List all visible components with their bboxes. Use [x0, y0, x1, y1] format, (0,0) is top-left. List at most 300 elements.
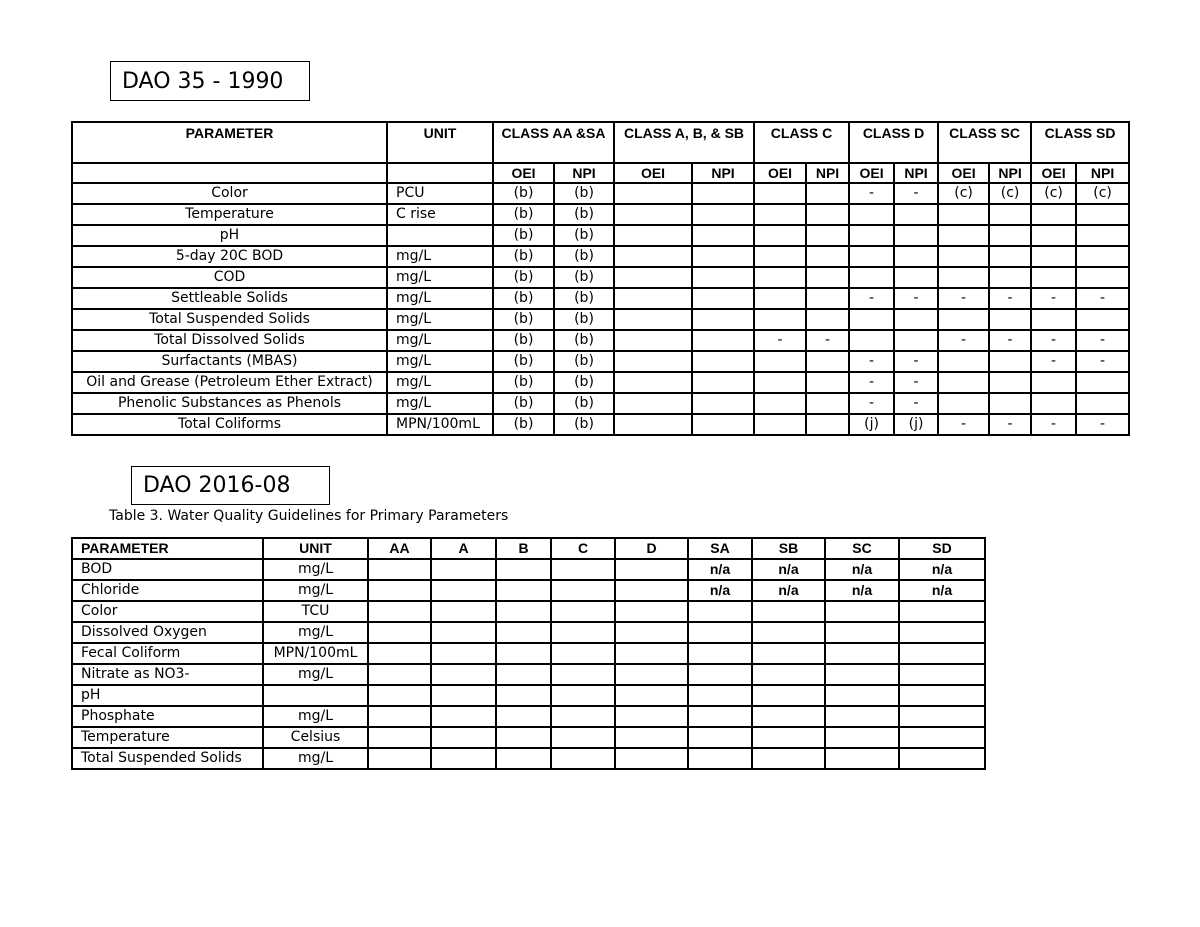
value-cell [752, 643, 825, 664]
value-cell [754, 309, 806, 330]
value-cell: - [1076, 351, 1129, 372]
value-cell [688, 706, 752, 727]
value-cell [806, 351, 849, 372]
col-header-class: CLASS SC [938, 122, 1031, 163]
value-cell: (b) [493, 183, 554, 204]
parameter-cell: Total Suspended Solids [72, 748, 263, 769]
value-cell [754, 288, 806, 309]
value-cell: (b) [493, 267, 554, 288]
subheader-oei: OEI [938, 163, 989, 183]
value-cell [431, 664, 496, 685]
value-cell [806, 246, 849, 267]
value-cell: (b) [554, 393, 614, 414]
unit-cell: mg/L [263, 580, 368, 601]
value-cell [849, 267, 894, 288]
table-row [72, 330, 1129, 351]
value-cell [431, 748, 496, 769]
value-cell [431, 601, 496, 622]
value-cell [614, 183, 692, 204]
value-cell [899, 643, 985, 664]
section2-title: DAO 2016-08 [131, 466, 330, 505]
table-caption: Table 3. Water Quality Guidelines for Primary Parameters [109, 508, 509, 524]
unit-cell: mg/L [387, 288, 493, 309]
col-header-class: CLASS SD [1031, 122, 1129, 163]
value-cell: - [894, 393, 938, 414]
parameter-cell: Temperature [72, 204, 387, 225]
value-cell: (b) [554, 225, 614, 246]
value-cell [806, 393, 849, 414]
value-cell: (b) [554, 372, 614, 393]
parameter-cell: Oil and Grease (Petroleum Ether Extract) [72, 372, 387, 393]
value-cell [754, 372, 806, 393]
value-cell [692, 225, 754, 246]
value-cell: - [849, 288, 894, 309]
value-cell [806, 267, 849, 288]
value-cell [615, 685, 688, 706]
subheader-npi: NPI [989, 163, 1031, 183]
value-cell [1076, 204, 1129, 225]
table-row [72, 685, 985, 706]
parameter-cell: pH [72, 685, 263, 706]
value-cell: - [894, 351, 938, 372]
value-cell: (b) [554, 204, 614, 225]
value-cell: (b) [554, 288, 614, 309]
unit-cell: C rise [387, 204, 493, 225]
value-cell: (b) [554, 183, 614, 204]
value-cell [551, 601, 615, 622]
value-cell: - [894, 183, 938, 204]
value-cell [752, 601, 825, 622]
col-header-class: SA [688, 538, 752, 559]
table1-header-row [72, 122, 1129, 163]
value-cell [1031, 225, 1076, 246]
value-cell [899, 706, 985, 727]
unit-cell: mg/L [263, 559, 368, 580]
value-cell [368, 643, 431, 664]
subheader-oei: OEI [493, 163, 554, 183]
col-header-class: CLASS C [754, 122, 849, 163]
value-cell: (b) [554, 309, 614, 330]
value-cell [688, 601, 752, 622]
value-cell [825, 601, 899, 622]
value-cell [692, 351, 754, 372]
value-cell [692, 372, 754, 393]
value-cell [688, 664, 752, 685]
subheader-npi: NPI [806, 163, 849, 183]
col-header-class: D [615, 538, 688, 559]
col-header-class: C [551, 538, 615, 559]
value-cell [806, 204, 849, 225]
unit-cell: mg/L [263, 664, 368, 685]
value-cell [938, 393, 989, 414]
value-cell [752, 706, 825, 727]
value-cell [989, 393, 1031, 414]
parameter-cell: Total Suspended Solids [72, 309, 387, 330]
value-cell [614, 204, 692, 225]
value-cell [551, 622, 615, 643]
value-cell [692, 309, 754, 330]
value-cell [938, 267, 989, 288]
section1-title: DAO 35 - 1990 [110, 61, 310, 101]
parameter-cell: COD [72, 267, 387, 288]
value-cell [615, 706, 688, 727]
value-cell [688, 622, 752, 643]
subheader-oei: OEI [849, 163, 894, 183]
table-row [72, 622, 985, 643]
col-header-class: CLASS AA &SA [493, 122, 614, 163]
table-row [72, 351, 1129, 372]
value-cell: (b) [493, 351, 554, 372]
value-cell: (j) [849, 414, 894, 435]
parameter-cell: Temperature [72, 727, 263, 748]
value-cell [1076, 309, 1129, 330]
value-cell [849, 330, 894, 351]
value-cell: (b) [554, 414, 614, 435]
table-row [72, 664, 985, 685]
value-cell [368, 685, 431, 706]
parameter-cell: Chloride [72, 580, 263, 601]
value-cell [754, 414, 806, 435]
value-cell [754, 351, 806, 372]
value-cell [806, 225, 849, 246]
value-cell [849, 225, 894, 246]
table-row [72, 748, 985, 769]
parameter-cell: 5-day 20C BOD [72, 246, 387, 267]
value-cell [496, 727, 551, 748]
value-cell: - [894, 372, 938, 393]
value-cell [431, 685, 496, 706]
value-cell [431, 580, 496, 601]
unit-cell: mg/L [387, 246, 493, 267]
value-cell [938, 372, 989, 393]
parameter-cell: Color [72, 183, 387, 204]
value-cell [1076, 393, 1129, 414]
value-cell [692, 183, 754, 204]
value-cell: (b) [554, 330, 614, 351]
value-cell [825, 622, 899, 643]
value-cell [431, 643, 496, 664]
value-cell [614, 225, 692, 246]
value-cell: - [989, 288, 1031, 309]
table-row [72, 267, 1129, 288]
value-cell: - [938, 330, 989, 351]
value-cell: (b) [554, 351, 614, 372]
value-cell [615, 601, 688, 622]
parameter-cell: Total Dissolved Solids [72, 330, 387, 351]
value-cell [368, 664, 431, 685]
value-cell [938, 204, 989, 225]
value-cell: - [754, 330, 806, 351]
unit-cell: MPN/100mL [387, 414, 493, 435]
value-cell [806, 414, 849, 435]
value-cell [754, 246, 806, 267]
value-cell [899, 685, 985, 706]
value-cell [825, 664, 899, 685]
value-cell [894, 267, 938, 288]
value-cell [614, 267, 692, 288]
value-cell [551, 685, 615, 706]
col-header-class: SB [752, 538, 825, 559]
value-cell: - [1076, 330, 1129, 351]
value-cell [615, 727, 688, 748]
value-cell: (c) [938, 183, 989, 204]
value-cell: (b) [493, 225, 554, 246]
value-cell [368, 706, 431, 727]
value-cell [614, 246, 692, 267]
value-cell: - [1031, 330, 1076, 351]
unit-cell: mg/L [387, 330, 493, 351]
value-cell [551, 748, 615, 769]
col-header-class: SC [825, 538, 899, 559]
value-cell [989, 204, 1031, 225]
value-cell [431, 559, 496, 580]
value-cell [615, 622, 688, 643]
value-cell [1031, 309, 1076, 330]
value-cell [754, 204, 806, 225]
value-cell [806, 309, 849, 330]
value-cell [551, 706, 615, 727]
value-cell: n/a [899, 559, 985, 580]
subheader-blank [72, 163, 387, 183]
value-cell [989, 267, 1031, 288]
table-row [72, 706, 985, 727]
parameter-cell: Color [72, 601, 263, 622]
col-header-class: SD [899, 538, 985, 559]
unit-cell: mg/L [387, 267, 493, 288]
unit-cell: mg/L [387, 351, 493, 372]
value-cell [615, 748, 688, 769]
unit-cell: mg/L [387, 372, 493, 393]
value-cell [752, 685, 825, 706]
value-cell: (b) [493, 330, 554, 351]
table-row [72, 643, 985, 664]
value-cell [692, 393, 754, 414]
value-cell [551, 643, 615, 664]
value-cell [894, 225, 938, 246]
value-cell [938, 246, 989, 267]
col-header-class: A [431, 538, 496, 559]
value-cell [825, 706, 899, 727]
dao-35-1990-table [71, 121, 1130, 436]
unit-cell [263, 685, 368, 706]
value-cell [368, 748, 431, 769]
value-cell: (b) [493, 309, 554, 330]
value-cell [849, 204, 894, 225]
unit-cell: mg/L [263, 706, 368, 727]
col-header-parameter: PARAMETER [72, 538, 263, 559]
value-cell: - [1076, 288, 1129, 309]
value-cell: (b) [493, 288, 554, 309]
value-cell [825, 643, 899, 664]
value-cell [496, 664, 551, 685]
table-row [72, 225, 1129, 246]
value-cell [496, 559, 551, 580]
value-cell: n/a [752, 559, 825, 580]
value-cell [899, 748, 985, 769]
table-row [72, 183, 1129, 204]
value-cell: - [894, 288, 938, 309]
value-cell: (c) [989, 183, 1031, 204]
unit-cell: PCU [387, 183, 493, 204]
col-header-parameter: PARAMETER [72, 122, 387, 163]
table-row [72, 727, 985, 748]
value-cell: n/a [752, 580, 825, 601]
table-row [72, 393, 1129, 414]
value-cell [1031, 393, 1076, 414]
value-cell: (b) [554, 267, 614, 288]
subheader-npi: NPI [1076, 163, 1129, 183]
value-cell [551, 727, 615, 748]
table-row [72, 580, 985, 601]
value-cell [806, 372, 849, 393]
value-cell: (c) [1076, 183, 1129, 204]
unit-cell [387, 225, 493, 246]
value-cell: - [938, 414, 989, 435]
value-cell: (b) [493, 372, 554, 393]
value-cell: (c) [1031, 183, 1076, 204]
value-cell: - [806, 330, 849, 351]
value-cell [614, 414, 692, 435]
unit-cell: mg/L [263, 748, 368, 769]
col-header-class: CLASS D [849, 122, 938, 163]
value-cell [754, 225, 806, 246]
value-cell [806, 183, 849, 204]
value-cell [754, 183, 806, 204]
value-cell [989, 351, 1031, 372]
unit-cell: mg/L [387, 393, 493, 414]
value-cell [894, 330, 938, 351]
value-cell [431, 622, 496, 643]
value-cell [894, 246, 938, 267]
col-header-class: CLASS A, B, & SB [614, 122, 754, 163]
table-row [72, 246, 1129, 267]
value-cell [989, 372, 1031, 393]
value-cell [368, 727, 431, 748]
value-cell: (b) [493, 246, 554, 267]
value-cell: n/a [825, 559, 899, 580]
value-cell [615, 580, 688, 601]
value-cell [899, 622, 985, 643]
value-cell [551, 664, 615, 685]
value-cell [615, 559, 688, 580]
value-cell [1076, 246, 1129, 267]
value-cell [496, 580, 551, 601]
parameter-cell: BOD [72, 559, 263, 580]
table-row [72, 601, 985, 622]
value-cell: (j) [894, 414, 938, 435]
table-row [72, 309, 1129, 330]
value-cell [692, 246, 754, 267]
value-cell: (b) [493, 414, 554, 435]
value-cell [899, 727, 985, 748]
value-cell [688, 748, 752, 769]
value-cell [496, 706, 551, 727]
value-cell [938, 309, 989, 330]
value-cell [752, 622, 825, 643]
parameter-cell: Total Coliforms [72, 414, 387, 435]
parameter-cell: Fecal Coliform [72, 643, 263, 664]
value-cell [752, 664, 825, 685]
value-cell [615, 643, 688, 664]
value-cell [825, 748, 899, 769]
value-cell [614, 393, 692, 414]
value-cell [989, 225, 1031, 246]
unit-cell: MPN/100mL [263, 643, 368, 664]
value-cell: - [849, 351, 894, 372]
value-cell [754, 393, 806, 414]
value-cell: - [1031, 414, 1076, 435]
value-cell [825, 685, 899, 706]
subheader-blank [387, 163, 493, 183]
table-row [72, 204, 1129, 225]
subheader-oei: OEI [614, 163, 692, 183]
value-cell [806, 288, 849, 309]
table-row [72, 288, 1129, 309]
value-cell [825, 727, 899, 748]
value-cell [899, 601, 985, 622]
value-cell [615, 664, 688, 685]
value-cell: n/a [688, 580, 752, 601]
parameter-cell: Dissolved Oxygen [72, 622, 263, 643]
value-cell [368, 580, 431, 601]
value-cell [551, 559, 615, 580]
value-cell [1076, 225, 1129, 246]
value-cell: (b) [493, 393, 554, 414]
value-cell [496, 643, 551, 664]
value-cell [989, 246, 1031, 267]
value-cell [1031, 372, 1076, 393]
table2-header-row [72, 538, 985, 559]
value-cell [368, 601, 431, 622]
value-cell [849, 309, 894, 330]
value-cell [1031, 267, 1076, 288]
value-cell [754, 267, 806, 288]
value-cell [938, 225, 989, 246]
table1-subheader-row [72, 163, 1129, 183]
value-cell: - [849, 183, 894, 204]
parameter-cell: Settleable Solids [72, 288, 387, 309]
value-cell [752, 727, 825, 748]
table-row [72, 559, 985, 580]
value-cell [692, 330, 754, 351]
value-cell: - [989, 414, 1031, 435]
value-cell [1031, 246, 1076, 267]
subheader-npi: NPI [554, 163, 614, 183]
value-cell [688, 643, 752, 664]
value-cell [849, 246, 894, 267]
value-cell [692, 267, 754, 288]
value-cell [1076, 372, 1129, 393]
value-cell [1076, 267, 1129, 288]
value-cell [692, 288, 754, 309]
value-cell [989, 309, 1031, 330]
value-cell [692, 414, 754, 435]
col-header-unit: UNIT [263, 538, 368, 559]
col-header-unit: UNIT [387, 122, 493, 163]
table-row [72, 372, 1129, 393]
unit-cell: TCU [263, 601, 368, 622]
value-cell: - [989, 330, 1031, 351]
value-cell [899, 664, 985, 685]
table-row [72, 414, 1129, 435]
value-cell [894, 204, 938, 225]
value-cell: - [1031, 288, 1076, 309]
col-header-class: B [496, 538, 551, 559]
value-cell: - [1076, 414, 1129, 435]
value-cell [368, 622, 431, 643]
parameter-cell: Phenolic Substances as Phenols [72, 393, 387, 414]
value-cell [894, 309, 938, 330]
